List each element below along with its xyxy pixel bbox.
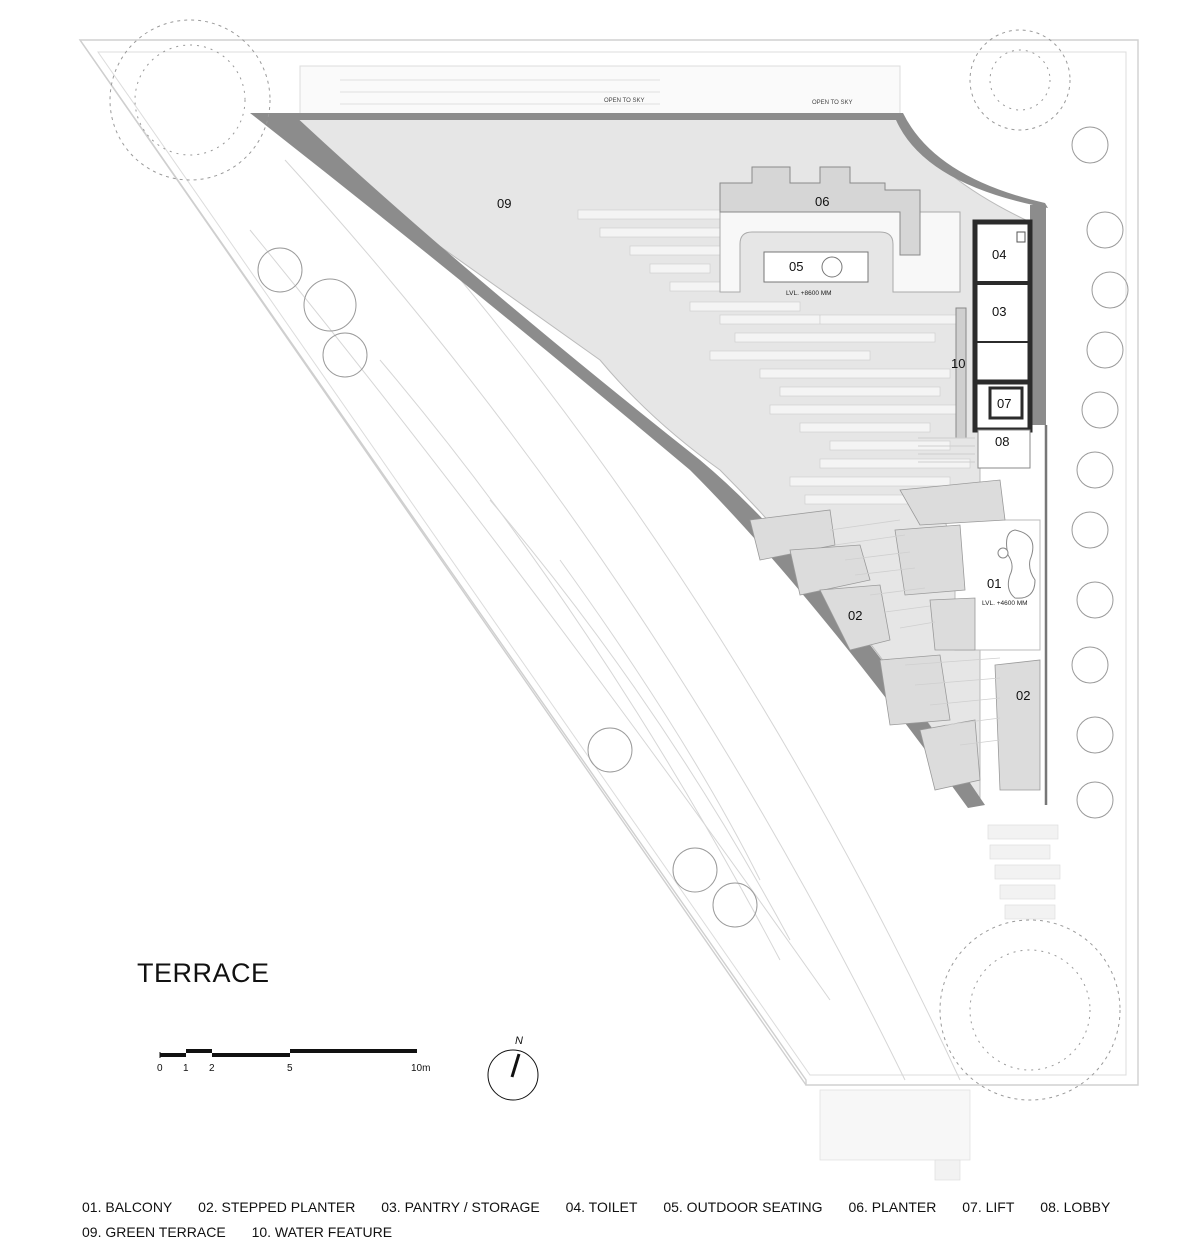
space-tag: 01 xyxy=(987,576,1002,591)
space-tag: 02 xyxy=(1016,688,1031,703)
seating-table-circle xyxy=(822,257,842,277)
legend-item: 05. OUTDOOR SEATING xyxy=(663,1199,823,1215)
space-tag: 10 xyxy=(951,356,966,371)
space-tag: 04 xyxy=(992,247,1007,262)
scale-tick-1: 1 xyxy=(183,1063,189,1074)
north-label: N xyxy=(515,1035,523,1047)
legend-item: 02. STEPPED PLANTER xyxy=(198,1199,356,1215)
space-tag: 02 xyxy=(848,608,863,623)
scale-bar xyxy=(157,1049,430,1074)
seating-table xyxy=(764,252,868,282)
legend xyxy=(82,1195,1162,1245)
scale-tick-0: 0 xyxy=(157,1063,163,1074)
open-to-sky-label-2: OPEN TO SKY xyxy=(812,100,853,106)
space-tag: 09 xyxy=(497,196,512,211)
legend-item: 10. WATER FEATURE xyxy=(251,1224,393,1240)
space-tag: 03 xyxy=(992,304,1007,319)
legend-item: 03. PANTRY / STORAGE xyxy=(381,1199,540,1215)
legend-item: 04. TOILET xyxy=(565,1199,638,1215)
legend-item: 06. PLANTER xyxy=(848,1199,937,1215)
legend-item: 08. LOBBY xyxy=(1040,1199,1111,1215)
drawing-title: TERRACE xyxy=(137,958,270,988)
level-label: LVL. +8600 MM xyxy=(786,290,832,297)
legend-item: 01. BALCONY xyxy=(82,1199,173,1215)
scale-tick-5: 5 xyxy=(287,1063,293,1074)
water-feature xyxy=(956,308,966,438)
space-tag: 05 xyxy=(789,259,804,274)
level-label: LVL. +4600 MM xyxy=(982,600,1028,607)
legend-item: 07. LIFT xyxy=(962,1199,1015,1215)
space-tag: 06 xyxy=(815,194,830,209)
space-tag: 08 xyxy=(995,434,1010,449)
north-arrow xyxy=(488,1035,538,1100)
space-tag: 07 xyxy=(997,396,1012,411)
scale-tick-2: 2 xyxy=(209,1063,215,1074)
scale-tick-10m: 10m xyxy=(411,1063,431,1074)
legend-item: 09. GREEN TERRACE xyxy=(82,1224,226,1240)
open-to-sky-label-1: OPEN TO SKY xyxy=(604,98,645,104)
